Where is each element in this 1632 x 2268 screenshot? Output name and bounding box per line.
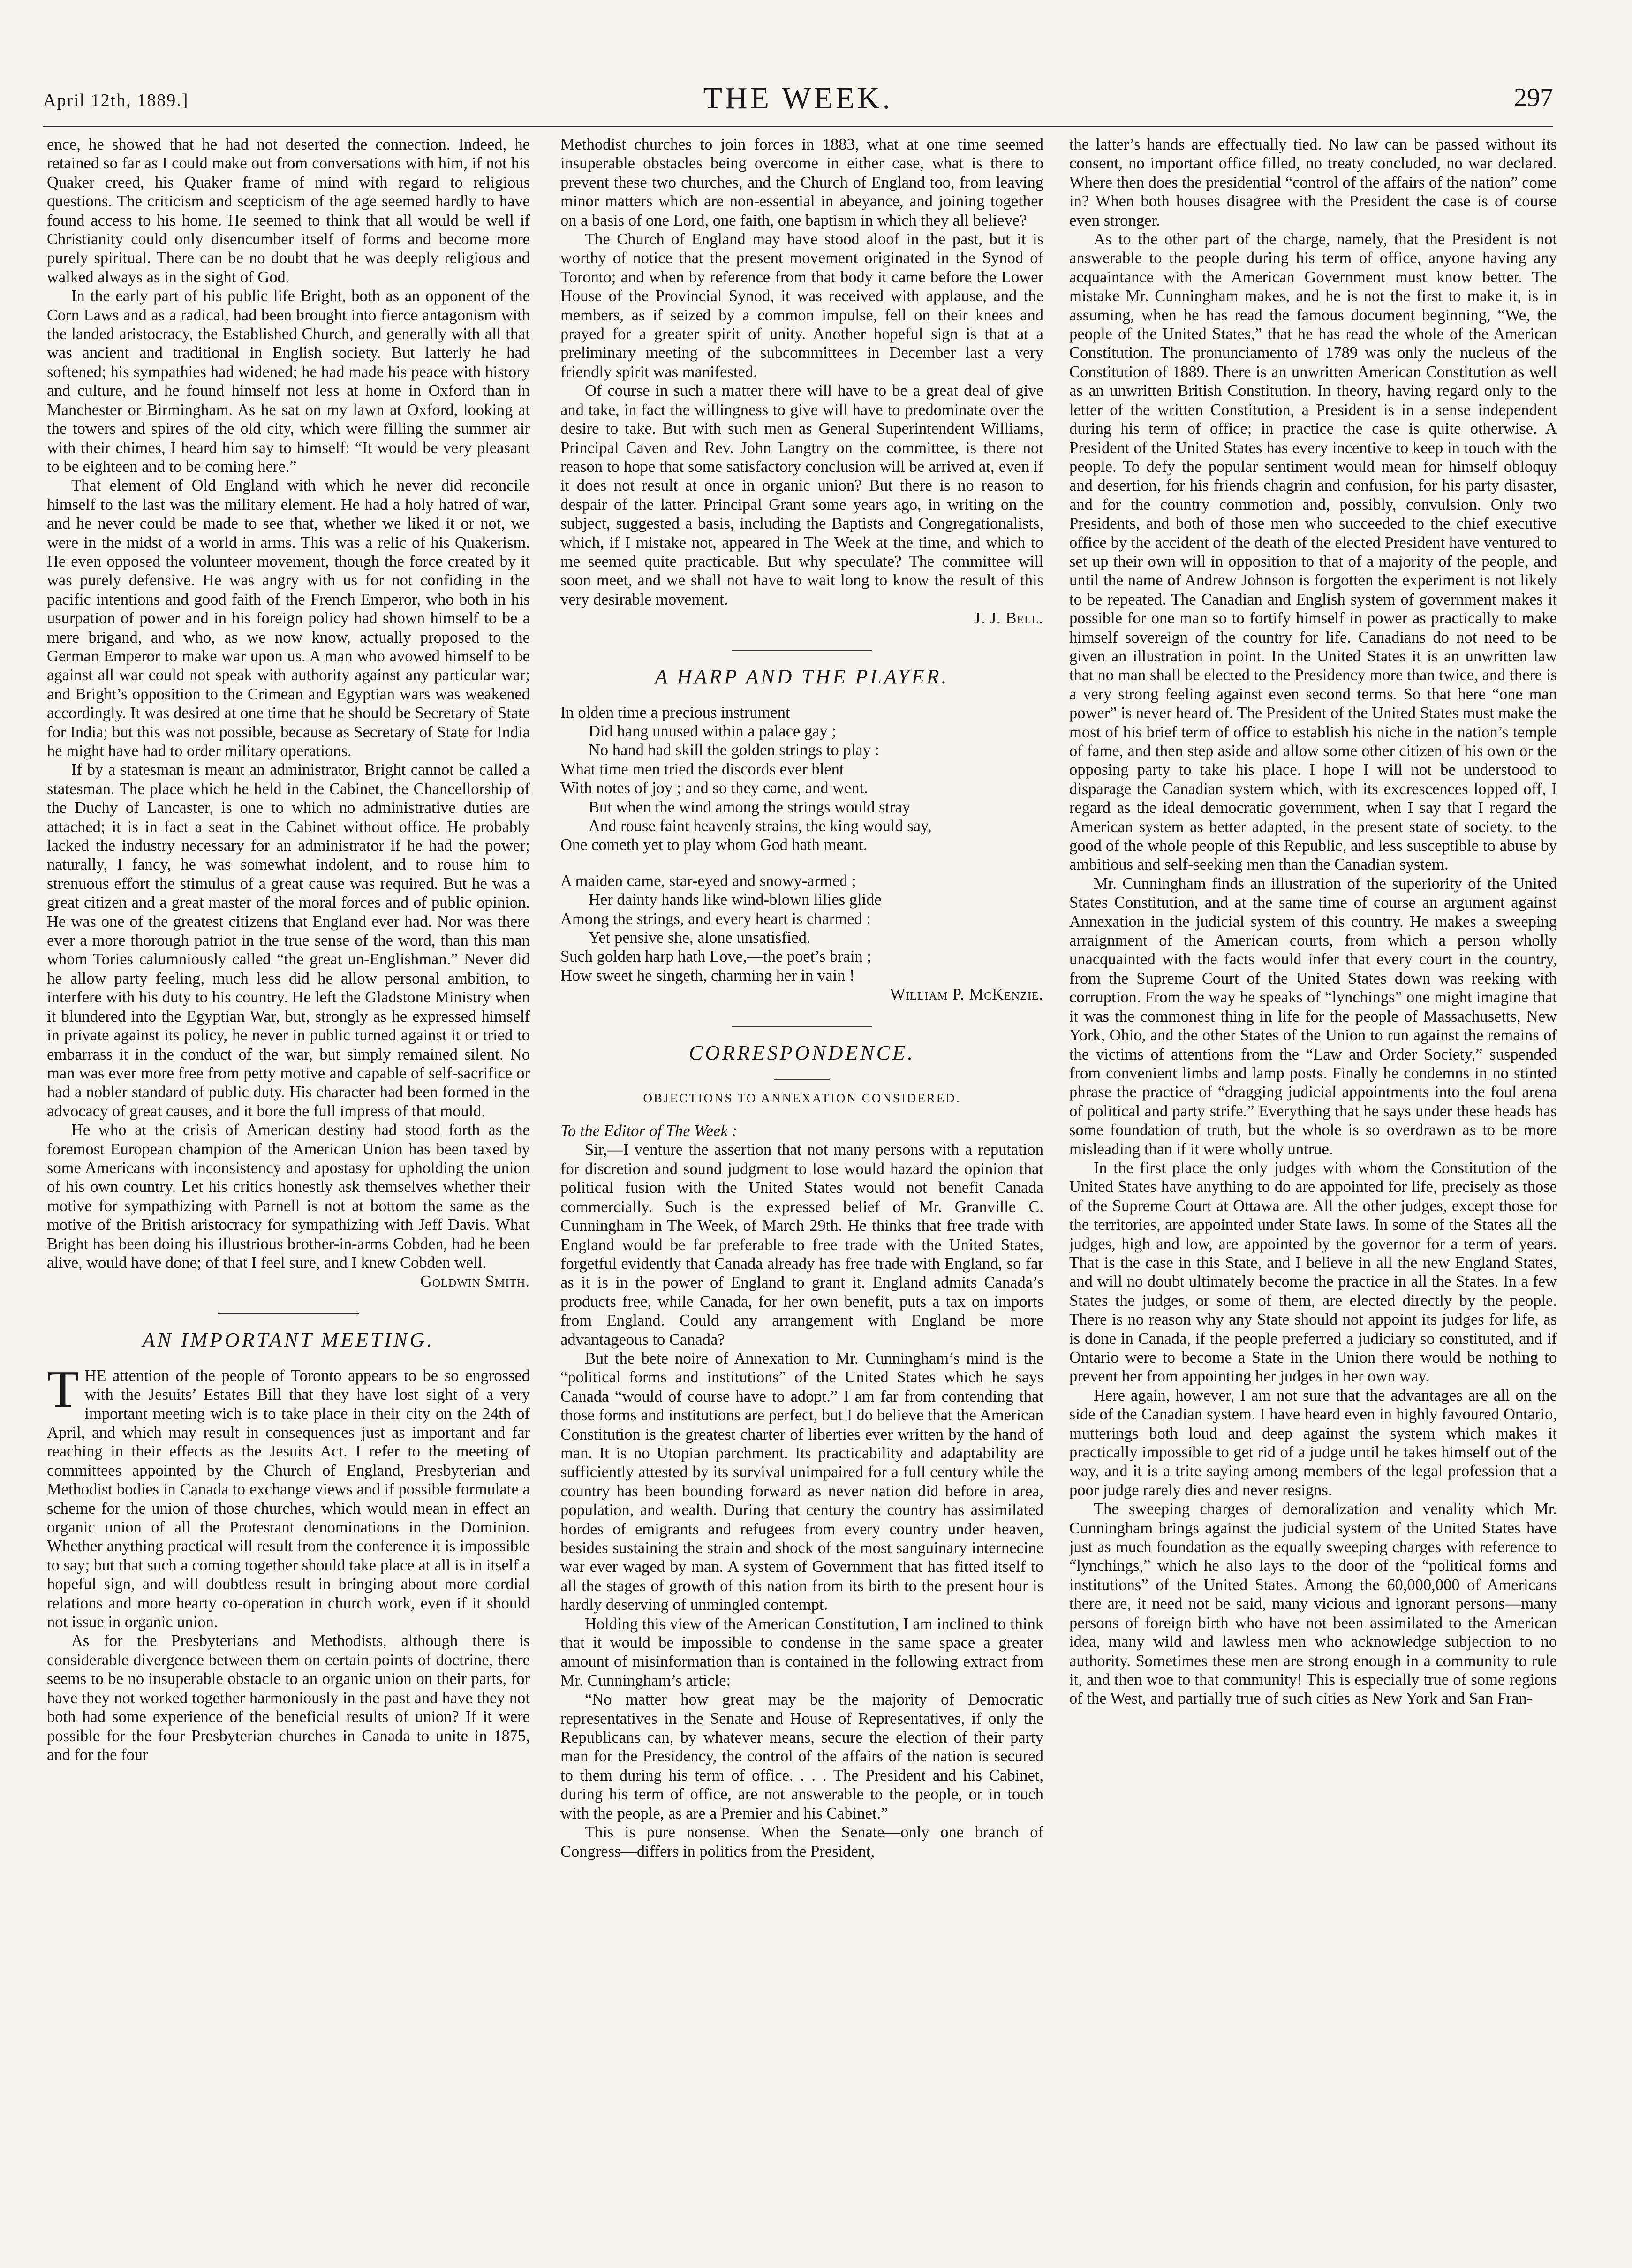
- poem-line: What time men tried the discords ever blent: [560, 760, 844, 778]
- drop-cap: T: [47, 1360, 79, 1418]
- paragraph: He who at the crisis of American destiny had stood forth as the foremost European champion of the American Union has been taxed by some Americans with inconsistency and apostasy for upholding the union of his own country. Let his critics honestly ask themselves whether their motive for sympathizing with Parnell is not at bottom the same as the motive of the British aristocracy for sympathizing with Jeff Davis. What Bright has been doing his illustrious brother-in-arms Cobden, had he been alive, would have done; of that I feel sure, and I knew Cobden well.: [47, 1121, 530, 1272]
- paragraph: As to the other part of the charge, namely, that the President is not answerable to the people during his term of office, anyone having any acquaintance with the American Government must know better. The mistake Mr. Cunningham makes, and he is not the first to make it, is in assuming, when he has read the famous document beginning, “We, the people of the United States,” that he has read the whole of the American Constitution. The pronunciamento of 1789 was only the nucleus of the Constitution of 1889. There is an unwritten American Constitution as well as an unwritten British Constitution. In theory, having regard only to the letter of the written Constitution, a President is in a sense independent during his term of office; in practice the case is quite otherwise. A President of the United States has every incentive to keep in touch with the people. To defy the popular sentiment would mean for himself obloquy and desertion, for his friends chagrin and confusion, for his party disaster, and for the country commotion and, possibly, convulsion. Only two Presidents, and both of those men who succeeded to the chief executive office by the accident of the death of the elected President have ventured to set up their own will in opposition to that of a majority of the people, and until the name of Andrew Johnson is forgotten the experiment is not likely to be repeated. The Canadian and English system of government makes it possible for one man so to fortify himself in power as practically to make himself sovereign of the country for life. Canadians do not need to be given an illustration in point. In the United States it is an unwritten law that no man shall be elected to the Presidency more than twice, and there is a very strong feeling against even second terms. So that here “one man power” is never heard of. The President of the United States must make the most of his brief term of office to establish his niche in the nation’s temple of fame, and then step aside and allow some other citizen of his own or the opposing party to take his place. I hope I will not be understood to disparage the Canadian system which, with its excrescences lopped off, I regard as the ideal democratic government, when I say that I regard the American system as better adapted, in the present state of society, to the good of the whole people of this Republic, and less susceptible to abuse by ambitious and self-seeking men than the Canadian system.: [1069, 230, 1557, 874]
- paragraph: If by a statesman is meant an administrator, Bright cannot be called a statesman. The place which he held in the Cabinet, the Chancellorship of the Duchy of Lancaster, is one to which no administrative duties are attached; it is in fact a seat in the Cabinet without office. He probably lacked the industry necessary for an administrator if he had the power; naturally, I fancy, he was somewhat indolent, and to rouse him to strenuous effort the stimulus of a great cause was required. But he was a great citizen and a great master of the moral forces and of public opinion. He was one of the greatest citizens that England ever had. Nor was there ever a more thorough patriot in the true sense of the word, than this man whom Tories calumniously called “the great un-Englishman.” Never did he allow party feeling, much less did he allow personal ambition, to interfere with his duty to his country. He left the Gladstone Ministry when it blundered into the Egyptian War, but, strongly as he expressed himself in private against its policy, he never in public turned against it or tried to embarrass it in the conduct of the war, but simply remained silent. No man was ever more free from petty motive and capable of self-sacrifice or had a nobler standard of public duty. His character had been formed in the advocacy of great causes, and it bore the full impress of that mould.: [47, 761, 530, 1120]
- paragraph: the latter’s hands are effectually tied. No law can be passed without its consent, no important office filled, no treaty concluded, no war declared. Where then does the presidential “control of the affairs of the nation” come in? When both houses disagree with the President the case is of course even stronger.: [1069, 136, 1557, 229]
- poem: [560, 703, 1043, 986]
- poem-line: Her dainty hands like wind-blown lilies glide: [589, 891, 882, 909]
- poem-line: A maiden came, star-eyed and snowy-armed ;: [560, 872, 856, 890]
- article-heading: AN IMPORTANT MEETING.: [142, 1328, 435, 1351]
- page-number: 297: [1514, 83, 1553, 112]
- poem-line: Did hang unused within a palace gay ;: [589, 722, 836, 740]
- letter-title: OBJECTIONS TO ANNEXATION CONSIDERED.: [643, 1091, 961, 1105]
- poem-line: In olden time a precious instrument: [560, 703, 790, 721]
- paragraph: This is pure nonsense. When the Senate—only one branch of Congress—differs in politics from the President,: [560, 1823, 1043, 1860]
- issue-date: April 12th, 1889.]: [43, 91, 189, 110]
- paragraph: Mr. Cunningham finds an illustration of the superiority of the United States Constitution, and at the same time of course an argument against Annexation in the judicial system of this country. He makes a sweeping arraignment of the American courts, from which a person wholly unacquainted with the facts would infer that every court in the country, from the Supreme Court of the United States down was reeking with corruption. From the way he speaks of “lynchings” one might imagine that it was the commonest thing in life for the people of Massachusetts, New York, Ohio, and the other States of the Union to run against the remains of the victims of attentions from the “Law and Order Society,” suspended from convenient limbs and lamp posts. Finally he condemns in no stinted phrase the practice of “dragging judicial appointments into the foul arena of political and party strife.” Everything that he says under these heads has some foundation of truth, but the whole is so overdrawn as to be more misleading than if it were wholly untrue.: [1069, 874, 1557, 1158]
- heading-rule: [774, 1079, 830, 1080]
- column-3: [1069, 135, 1557, 2237]
- correspondence-heading: CORRESPONDENCE.: [689, 1041, 915, 1064]
- paragraph: ence, he showed that he had not deserted the connection. Indeed, he retained so far as I could make out from conversations with him, if not his Quaker creed, his Quaker frame of mind with regard to religious questions. The criticism and scepticism of the age seemed hardly to have found access to his home. He seemed to think that all would be well if Christianity could only disencumber itself of forms and become more purely spiritual. There can be no doubt that he was deeply religious and walked always as in the sight of God.: [47, 136, 530, 286]
- section-divider: [218, 1313, 359, 1314]
- poem-line: And rouse faint heavenly strains, the king would say,: [589, 817, 932, 835]
- poem-line: How sweet he singeth, charming her in vain !: [560, 966, 855, 985]
- poem-heading: A HARP AND THE PLAYER.: [655, 665, 949, 688]
- author-signature: Goldwin Smith.: [420, 1273, 530, 1291]
- paragraph: In the first place the only judges with whom the Constitution of the United States have anything to do are appointed for life, precisely as those of the Supreme Court at Ottawa are. All the other judges, except those for the territories, are appointed under State laws. In some of the States all the judges, high and low, are appointed by the governor for a term of years. That is the case in this State, and I believe in all the new England States, and will no doubt ultimately become the practice in all the States. In a few States the judges, or some of them, are elected directly by the people. There is no reason why any State should not appoint its judges for life, as is done in Canada, if the people preferred a judiciary so constituted, and if Ontario were to become a State in the Union there would be nothing to prevent her from appointing her judges in her own way.: [1069, 1159, 1557, 1386]
- poet-signature: William P. McKenzie.: [890, 986, 1043, 1004]
- poem-line: But when the wind among the strings would stray: [589, 798, 911, 816]
- quotation: “No matter how great may be the majority of Democratic representatives in the Senate and House of Representatives, if only the Republicans can, by whatever means, secure the election of their party man for the Presidency, the control of the affairs of the nation is secured to them during his term of office. . . . The President and his Cabinet, during his term of office, are not answerable to the people, or in touch with the people, as are a Premier and his Cabinet.”: [560, 1691, 1043, 1822]
- salutation: To the Editor of The Week :: [560, 1122, 737, 1140]
- paragraph: THE attention of the people of Toronto appears to be so engrossed with the Jesuits’ Estates Bill that they have lost sight of a very important meeting wich is to take place in their city on the 24th of April, and which may result in consequences just as important and far reaching in their effects as the Jesuits Act. I refer to the meeting of committees appointed by the Church of England, Presbyterian and Methodist bodies in Canada to exchange views and if possible formulate a scheme for the union of those churches, which would mean in effect an organic union of all the Protestant denominations in the Dominion. Whether anything practical will result from the conference it is impossible to say; but that such a coming together should take place at all is in itself a hopeful sign, and will doubtless result in bringing about more cordial relations and more hearty co-operation in church work, even if it should not issue in organic union.: [47, 1360, 530, 1631]
- stanza-gap: [560, 855, 1043, 872]
- poem-line: With notes of joy ; and so they came, and went.: [560, 779, 868, 797]
- poem-line: One cometh yet to play whom God hath meant.: [560, 836, 868, 854]
- poem-line: No hand had skill the golden strings to play :: [589, 741, 879, 759]
- page-header: [43, 80, 1553, 117]
- author-signature: J. J. Bell.: [974, 609, 1043, 628]
- poem-line: Among the strings, and every heart is charmed :: [560, 910, 871, 928]
- column-2: [560, 135, 1043, 2237]
- publication-title: THE WEEK.: [703, 81, 893, 115]
- paragraph: Methodist churches to join forces in 1883, what at one time seemed insuperable obstacles being overcome in either case, what is there to prevent these two churches, and the Church of England too, from leaving minor matters which are non-essential in abeyance, and joining together on a basis of one Lord, one faith, one baptism in which they all believe?: [560, 136, 1043, 229]
- column-1: [47, 135, 530, 2237]
- paragraph: Here again, however, I am not sure that the advantages are all on the side of the Canadian system. I have heard even in highly favoured Ontario, mutterings both loud and deep against the system which makes it practically impossible to get rid of a judge until he takes himself out of the way, and it is a trite saying among members of the legal profession that a poor judge rarely dies and never resigns.: [1069, 1386, 1557, 1499]
- poem-line: Yet pensive she, alone unsatisfied.: [589, 929, 811, 947]
- paragraph: Holding this view of the American Constitution, I am inclined to think that it would be impossible to condense in the same space a greater amount of misinformation than is contained in the following extract from Mr. Cunningham’s article:: [560, 1615, 1043, 1690]
- paragraph: That element of Old England with which he never did reconcile himself to the last was the military element. He had a holy hatred of war, and he never could be made to see that, whether we liked it or not, we were in the midst of a world in arms. This was a relic of his Quakerism. He even opposed the volunteer movement, though the force created by it was purely defensive. He was angry with us for not confiding in the pacific intentions and good faith of the French Emperor, who both in his usurpation of power and in his foreign policy had shown himself to be a mere brigand, and who, as we now know, actually proposed to the German Emperor to make war upon us. A man who avowed himself to be against all war could not speak with authority against any particular war; and Bright’s opposition to the Crimean and Egyptian wars was weakened accordingly. It was desired at one time that he should be Secretary of State for India; but this was not possible, because as Secretary of State for India he might have had to order military operations.: [47, 477, 530, 760]
- poem-line: Such golden harp hath Love,—the poet’s brain ;: [560, 948, 872, 966]
- section-divider: [732, 1026, 872, 1027]
- paragraph: Of course in such a matter there will have to be a great deal of give and take, in fact the willingness to give will have to predominate over the desire to take. But with such men as General Superintendent Williams, Principal Caven and Rev. John Langtry on the committee, is there not reason to hope that some satisfactory conclusion will be arrived at, even if it does not result at once in organic union? But there is no reason to despair of the latter. Principal Grant some years ago, in writing on the subject, suggested a basis, including the Baptists and Congregationalists, which, if I mistake not, appeared in The Week at the time, and which to me seemed quite practicable. But why speculate? The committee will soon meet, and we shall not have to wait long to know the result of this very desirable movement.: [560, 382, 1043, 608]
- header-rule: [43, 126, 1553, 127]
- paragraph: In the early part of his public life Bright, both as an opponent of the Corn Laws and as a radical, had been brought into fierce antagonism with the landed aristocracy, the Established Church, and generally with all that was ancient and traditional in English society. But latterly he had softened; his sympathies had widened; he had made his peace with history and culture, and he found himself not less at home in Oxford than in Manchester or Birmingham. As he sat on my lawn at Oxford, looking at the towers and spires of the old city, which were filling the summer air with their chimes, I heard him say to himself: “It would be very pleasant to be eighteen and to be coming here.”: [47, 287, 530, 476]
- paragraph: The sweeping charges of demoralization and venality which Mr. Cunningham brings against the judicial system of the United States have just as much foundation as the equally sweeping charges with reference to “lynchings,” which he also lays to the door of the “political forms and institutions” of the United States. Among the 60,000,000 of Americans there are, it need not be said, many vicious and ignorant persons—many persons of foreign birth who have not been assimilated to the American idea, many wild and lawless men who acknowledge subjection to no authority. Sometimes these men are strong enough in a community to rule it, and then woe to that community! This is especially true of some regions of the West, and partially true of such cities as New York and San Fran-: [1069, 1500, 1557, 1708]
- paragraph: Sir,—I venture the assertion that not many persons with a reputation for discretion and sound judgment to lose would hazard the opinion that political fusion with the United States would not benefit Canada commercially. Such is the expressed belief of Mr. Granville C. Cunningham in The Week, of March 29th. He thinks that free trade with England would be far preferable to free trade with the United States, forgetful evidently that Canada already has free trade with England, so far as it is in the power of England to grant it. England admits Canada’s products free, while Canada, for her own benefit, puts a tax on imports from England. Could any arrangement with England be more advantageous to Canada?: [560, 1141, 1043, 1349]
- section-divider: [732, 650, 872, 651]
- paragraph: But the bete noire of Annexation to Mr. Cunningham’s mind is the “political forms and institutions” of the United States which he says Canada “would of course have to adopt.” I am far from contending that those forms and institutions are perfect, but I do believe that the American Constitution is the greatest charter of liberties ever written by the hand of man. It is no Utopian parchment. Its practicability and adaptability are sufficiently attested by its survival unimpaired for a full century while the country has been bounding forward as never nation did before in area, population, and wealth. During that century the country has assimilated hordes of emigrants and refugees from every country under heaven, besides sustaining the strain and shock of the most sanguinary internecine war ever waged by man. A system of Government that has fitted itself to all the stages of growth of this nation from its birth to the present hour is hardly deserving of unmingled contempt.: [560, 1349, 1043, 1614]
- paragraph: The Church of England may have stood aloof in the past, but it is worthy of notice that the present movement originated in the Synod of Toronto; and when by reference from that body it came before the Lower House of the Provincial Synod, it was received with applause, and the members, as if seized by a common impulse, fell on their knees and prayed for a greater spirit of unity. Another hopeful sign is that at a preliminary meeting of the subcommittees in December last a very friendly spirit was manifested.: [560, 230, 1043, 381]
- paragraph: As for the Presbyterians and Methodists, although there is considerable divergence between them on certain points of doctrine, there seems to be no insuperable obstacle to an organic union on their parts, for have they not worked together harmoniously in the past and have they not both had some experience of the beneficial results of union? If it were possible for the four Presbyterian churches in Canada to unite in 1875, and for the four: [47, 1632, 530, 1764]
